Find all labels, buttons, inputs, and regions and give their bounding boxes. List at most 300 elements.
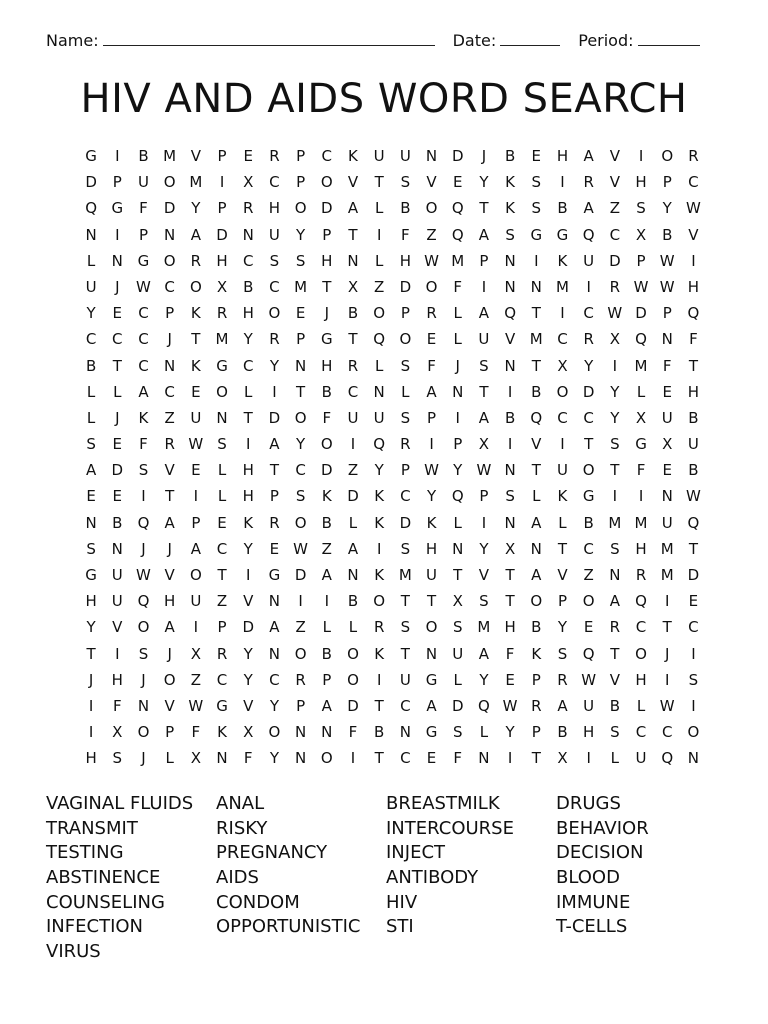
grid-letter[interactable]: A [478,408,490,427]
grid-letter[interactable]: S [400,618,411,637]
grid-letter[interactable]: N [111,251,123,270]
grid-letter[interactable]: P [296,696,306,715]
grid-letter[interactable]: C [583,408,594,427]
grid-letter[interactable]: O [582,461,595,480]
grid-letter[interactable]: I [612,487,618,506]
grid-letter[interactable]: W [685,199,701,218]
grid-letter[interactable]: Y [86,304,96,323]
grid-letter[interactable]: L [86,408,96,427]
grid-letter[interactable]: N [504,251,516,270]
grid-letter[interactable]: M [634,356,648,375]
grid-letter[interactable]: C [295,461,306,480]
grid-letter[interactable]: T [505,566,515,584]
grid-letter[interactable]: Q [137,592,150,611]
grid-letter[interactable]: N [321,723,333,742]
grid-letter[interactable]: N [661,487,673,506]
grid-letter[interactable]: J [665,644,670,663]
grid-letter[interactable]: C [269,277,280,296]
grid-letter[interactable]: B [85,356,97,375]
grid-letter[interactable]: T [688,356,698,375]
grid-letter[interactable]: M [529,330,543,349]
grid-letter[interactable]: S [610,723,620,742]
grid-letter[interactable]: B [583,513,594,532]
grid-letter[interactable]: G [320,330,333,349]
grid-letter[interactable]: N [661,330,673,349]
grid-letter[interactable]: S [531,199,542,218]
grid-letter[interactable]: C [216,670,228,689]
grid-letter[interactable]: I [586,277,591,296]
grid-letter[interactable]: F [401,225,410,244]
grid-letter[interactable]: L [86,382,96,401]
grid-letter[interactable]: G [582,487,595,506]
grid-letter[interactable]: L [322,618,331,637]
grid-letter[interactable]: P [453,435,463,454]
grid-letter[interactable]: Q [504,304,516,323]
grid-letter[interactable]: V [164,461,175,480]
grid-letter[interactable]: L [636,382,646,401]
grid-letter[interactable]: Q [451,225,464,244]
grid-letter[interactable]: W [581,670,597,689]
grid-letter[interactable]: S [400,173,411,192]
grid-letter[interactable]: S [479,356,489,375]
grid-letter[interactable]: J [141,749,146,768]
grid-letter[interactable]: Z [295,618,306,637]
grid-letter[interactable]: L [453,330,462,349]
grid-letter[interactable]: U [137,173,149,192]
grid-letter[interactable]: Y [584,356,594,375]
grid-letter[interactable]: T [191,330,201,349]
grid-letter[interactable]: O [425,199,438,218]
grid-letter[interactable]: Q [635,330,647,349]
grid-letter[interactable]: A [557,696,568,715]
grid-letter[interactable]: L [453,513,462,532]
grid-letter[interactable]: H [321,251,333,270]
grid-letter[interactable]: O [425,618,438,637]
grid-letter[interactable]: X [190,749,201,768]
grid-letter[interactable]: W [607,304,623,323]
grid-letter[interactable]: M [634,513,648,532]
grid-letter[interactable]: S [138,461,149,480]
grid-letter[interactable]: Y [191,199,201,218]
grid-letter[interactable]: D [347,487,359,506]
grid-letter[interactable]: H [111,670,123,689]
grid-letter[interactable]: R [583,330,594,349]
grid-letter[interactable]: F [243,749,253,768]
grid-letter[interactable]: Y [296,435,306,454]
grid-letter[interactable]: H [583,723,595,742]
grid-letter[interactable]: W [188,435,204,454]
grid-letter[interactable]: I [691,644,696,663]
grid-letter[interactable]: W [659,696,675,715]
grid-letter[interactable]: N [268,592,281,611]
grid-letter[interactable]: I [115,147,120,165]
grid-letter[interactable]: T [531,356,541,375]
grid-letter[interactable]: R [190,251,202,270]
grid-letter[interactable]: A [164,513,175,532]
grid-letter[interactable]: R [347,356,359,375]
grid-letter[interactable]: T [610,461,620,480]
grid-letter[interactable]: L [348,513,358,532]
grid-letter[interactable]: K [348,147,358,165]
grid-letter[interactable]: E [452,173,463,192]
grid-letter[interactable]: A [269,435,280,454]
grid-letter[interactable]: O [373,304,386,323]
grid-letter[interactable]: D [163,199,176,218]
grid-letter[interactable]: D [609,251,621,270]
grid-letter[interactable]: C [400,487,411,506]
grid-letter[interactable]: S [295,251,306,270]
grid-letter[interactable]: L [532,487,541,506]
grid-letter[interactable]: L [636,696,646,715]
grid-letter[interactable]: D [294,566,307,584]
grid-letter[interactable]: S [400,408,411,427]
grid-letter[interactable]: C [557,408,568,427]
grid-letter[interactable]: I [560,173,565,192]
grid-letter[interactable]: X [557,749,568,768]
grid-letter[interactable]: I [481,513,487,532]
grid-letter[interactable]: F [348,723,358,742]
grid-letter[interactable]: A [321,696,332,715]
grid-letter[interactable]: O [189,566,202,584]
grid-letter[interactable]: D [635,304,647,323]
grid-letter[interactable]: Z [321,539,332,558]
grid-letter[interactable]: Y [505,723,515,742]
grid-letter[interactable]: Y [374,461,384,480]
grid-letter[interactable]: F [139,435,148,454]
grid-letter[interactable]: Y [296,225,306,244]
grid-letter[interactable]: U [399,147,411,165]
grid-letter[interactable]: B [531,382,542,401]
grid-letter[interactable]: C [583,304,594,323]
grid-letter[interactable]: O [189,277,202,296]
grid-letter[interactable]: C [164,277,175,296]
grid-letter[interactable]: S [636,199,646,218]
grid-letter[interactable]: S [688,670,699,689]
grid-letter[interactable]: N [609,566,621,584]
grid-letter[interactable]: U [426,566,438,584]
grid-letter[interactable]: N [111,539,123,558]
grid-letter[interactable]: U [190,408,202,427]
grid-letter[interactable]: B [688,408,699,427]
grid-letter[interactable]: M [608,513,622,532]
grid-letter[interactable]: G [556,225,569,244]
grid-letter[interactable]: N [373,382,385,401]
grid-letter[interactable]: L [113,382,122,401]
grid-letter[interactable]: Z [190,670,201,689]
grid-letter[interactable]: G [216,696,228,715]
grid-letter[interactable]: N [478,749,490,768]
grid-letter[interactable]: T [86,644,96,663]
grid-letter[interactable]: L [217,487,227,506]
grid-letter[interactable]: Q [373,330,386,349]
grid-letter[interactable]: U [452,644,464,663]
grid-letter[interactable]: O [687,723,700,742]
grid-letter[interactable]: A [478,304,490,323]
grid-letter[interactable]: P [400,304,410,323]
grid-letter[interactable]: T [688,539,698,558]
grid-letter[interactable]: E [191,461,201,480]
grid-letter[interactable]: Z [426,225,437,244]
grid-letter[interactable]: T [217,566,227,584]
grid-letter[interactable]: Y [269,356,279,375]
grid-letter[interactable]: V [347,173,359,192]
grid-letter[interactable]: Q [635,592,647,611]
grid-letter[interactable]: P [322,670,332,689]
grid-letter[interactable]: C [321,147,333,165]
grid-letter[interactable]: T [453,566,463,584]
grid-letter[interactable]: S [400,539,411,558]
grid-letter[interactable]: D [111,461,124,480]
grid-letter[interactable]: D [268,408,281,427]
grid-letter[interactable]: V [426,173,437,192]
grid-letter[interactable]: T [662,618,672,637]
grid-letter[interactable]: B [531,618,542,637]
grid-letter[interactable]: N [294,749,307,768]
grid-letter[interactable]: H [164,592,176,611]
grid-letter[interactable]: X [112,723,123,742]
grid-letter[interactable]: I [560,304,565,323]
grid-letter[interactable]: C [688,173,699,192]
grid-letter[interactable]: Q [373,435,386,454]
grid-letter[interactable]: H [635,173,647,192]
grid-letter[interactable]: R [609,277,621,296]
grid-letter[interactable]: H [556,147,569,165]
grid-letter[interactable]: V [609,147,620,165]
grid-letter[interactable]: P [112,173,122,192]
grid-letter[interactable]: H [242,487,254,506]
grid-letter[interactable]: L [217,461,227,480]
grid-letter[interactable]: B [321,513,332,532]
grid-letter[interactable]: P [217,199,227,218]
grid-letter[interactable]: O [399,330,412,349]
grid-letter[interactable]: E [86,487,96,506]
grid-letter[interactable]: X [609,330,620,349]
grid-letter[interactable]: V [243,592,254,611]
grid-letter[interactable]: K [374,487,385,506]
grid-letter[interactable]: T [400,644,410,663]
grid-letter[interactable]: E [583,618,594,637]
grid-letter[interactable]: S [269,251,280,270]
grid-letter[interactable]: H [635,670,647,689]
grid-letter[interactable]: P [217,147,227,165]
grid-letter[interactable]: T [505,592,515,611]
grid-letter[interactable]: B [688,461,699,480]
grid-letter[interactable]: I [586,749,591,768]
grid-letter[interactable]: T [531,749,541,768]
grid-letter[interactable]: A [426,696,437,715]
grid-letter[interactable]: M [451,251,465,270]
grid-letter[interactable]: O [635,644,647,663]
grid-letter[interactable]: P [636,251,646,270]
grid-letter[interactable]: U [347,408,359,427]
grid-letter[interactable]: O [137,618,150,637]
grid-letter[interactable]: L [244,382,253,401]
grid-letter[interactable]: O [320,749,333,768]
grid-letter[interactable]: X [347,277,359,296]
grid-letter[interactable]: Q [582,225,595,244]
grid-letter[interactable]: J [115,408,120,427]
grid-letter[interactable]: T [426,592,437,611]
grid-letter[interactable]: K [138,408,149,427]
grid-letter[interactable]: A [478,644,490,663]
grid-letter[interactable]: T [479,382,489,401]
grid-letter[interactable]: K [190,356,201,375]
grid-letter[interactable]: K [374,644,385,663]
grid-letter[interactable]: C [635,723,647,742]
grid-letter[interactable]: L [165,749,174,768]
grid-letter[interactable]: S [295,487,306,506]
grid-letter[interactable]: P [479,251,489,270]
grid-letter[interactable]: O [163,670,176,689]
grid-letter[interactable]: T [400,592,410,611]
grid-letter[interactable]: N [504,277,516,296]
grid-letter[interactable]: Y [453,461,463,480]
grid-letter[interactable]: H [268,199,281,218]
grid-letter[interactable]: I [193,618,199,637]
grid-letter[interactable]: B [321,382,332,401]
grid-letter[interactable]: T [322,277,332,296]
grid-letter[interactable]: K [505,173,516,192]
grid-letter[interactable]: S [112,749,123,768]
grid-letter[interactable]: R [531,696,542,715]
grid-letter[interactable]: V [609,670,620,689]
grid-letter[interactable]: T [112,356,122,375]
grid-letter[interactable]: H [85,592,97,611]
grid-letter[interactable]: I [115,644,120,663]
grid-letter[interactable]: Q [451,487,464,506]
grid-letter[interactable]: P [322,225,332,244]
grid-letter[interactable]: T [243,408,253,427]
grid-letter[interactable]: R [583,173,594,192]
grid-letter[interactable]: C [688,618,699,637]
grid-letter[interactable]: T [165,487,175,506]
grid-letter[interactable]: V [164,696,175,715]
grid-letter[interactable]: R [609,618,621,637]
grid-letter[interactable]: R [164,435,175,454]
grid-letter[interactable]: E [269,539,280,558]
grid-letter[interactable]: L [374,251,384,270]
grid-letter[interactable]: S [610,539,620,558]
grid-letter[interactable]: N [504,513,516,532]
grid-letter[interactable]: W [424,251,439,270]
grid-letter[interactable]: K [557,487,568,506]
grid-letter[interactable]: N [347,566,359,584]
grid-letter[interactable]: L [401,382,410,401]
grid-letter[interactable]: J [115,277,120,296]
grid-letter[interactable]: A [269,618,280,637]
grid-letter[interactable]: O [163,251,176,270]
grid-letter[interactable]: M [398,566,412,584]
grid-letter[interactable]: I [246,566,251,584]
grid-letter[interactable]: F [689,330,698,349]
grid-letter[interactable]: I [455,408,460,427]
grid-letter[interactable]: I [534,251,539,270]
grid-letter[interactable]: Y [557,618,568,637]
grid-letter[interactable]: E [112,487,123,506]
grid-letter[interactable]: D [347,696,359,715]
grid-letter[interactable]: U [399,670,411,689]
grid-letter[interactable]: V [478,566,490,584]
grid-letter[interactable]: T [531,304,541,323]
grid-letter[interactable]: Y [243,670,253,689]
grid-letter[interactable]: I [481,277,487,296]
grid-letter[interactable]: E [191,382,201,401]
grid-letter[interactable]: I [219,173,225,192]
grid-letter[interactable]: T [557,539,568,558]
grid-letter[interactable]: X [243,173,254,192]
grid-letter[interactable]: F [322,408,332,427]
grid-letter[interactable]: O [530,592,543,611]
grid-letter[interactable]: B [347,304,359,323]
grid-letter[interactable]: A [190,225,201,244]
grid-letter[interactable]: B [321,644,332,663]
grid-letter[interactable]: A [609,592,620,611]
grid-letter[interactable]: U [111,592,123,611]
grid-letter[interactable]: G [85,147,97,165]
grid-letter[interactable]: H [635,539,647,558]
grid-letter[interactable]: F [427,356,436,375]
grid-letter[interactable]: K [243,513,254,532]
grid-letter[interactable]: P [138,225,148,244]
grid-letter[interactable]: T [374,696,384,715]
grid-letter[interactable]: V [557,566,568,584]
grid-letter[interactable]: O [294,644,307,663]
grid-letter[interactable]: H [399,251,411,270]
grid-letter[interactable]: X [635,225,647,244]
grid-letter[interactable]: H [504,618,516,637]
grid-letter[interactable]: T [374,173,384,192]
grid-letter[interactable]: I [272,382,277,401]
grid-letter[interactable]: T [374,749,384,768]
grid-letter[interactable]: U [635,749,647,768]
grid-letter[interactable]: Q [530,408,543,427]
grid-letter[interactable]: D [242,618,254,637]
grid-letter[interactable]: O [294,199,307,218]
grid-letter[interactable]: V [504,330,516,349]
grid-letter[interactable]: O [661,147,674,165]
grid-letter[interactable]: Z [164,408,175,427]
grid-letter[interactable]: I [115,225,120,244]
grid-letter[interactable]: I [638,147,644,165]
grid-letter[interactable]: T [479,199,489,218]
grid-letter[interactable]: T [531,461,541,480]
grid-letter[interactable]: E [295,304,306,323]
grid-letter[interactable]: O [425,277,438,296]
grid-letter[interactable]: U [478,330,490,349]
grid-letter[interactable]: C [269,173,280,192]
grid-letter[interactable]: R [269,147,280,165]
grid-letter[interactable]: Q [661,749,674,768]
grid-letter[interactable]: K [557,251,568,270]
grid-letter[interactable]: D [216,225,228,244]
grid-letter[interactable]: R [635,566,647,584]
grid-letter[interactable]: B [138,147,149,165]
name-blank[interactable] [103,31,435,46]
grid-letter[interactable]: Y [479,173,489,192]
grid-letter[interactable]: W [136,277,151,296]
grid-letter[interactable]: R [269,330,280,349]
grid-letter[interactable]: W [633,277,649,296]
grid-letter[interactable]: Y [269,696,279,715]
grid-letter[interactable]: B [400,199,411,218]
date-blank[interactable] [500,31,560,46]
grid-letter[interactable]: O [347,644,359,663]
grid-letter[interactable]: S [138,644,149,663]
grid-letter[interactable]: O [163,173,176,192]
grid-letter[interactable]: X [478,435,490,454]
grid-letter[interactable]: Y [243,644,253,663]
grid-letter[interactable]: E [505,670,515,689]
